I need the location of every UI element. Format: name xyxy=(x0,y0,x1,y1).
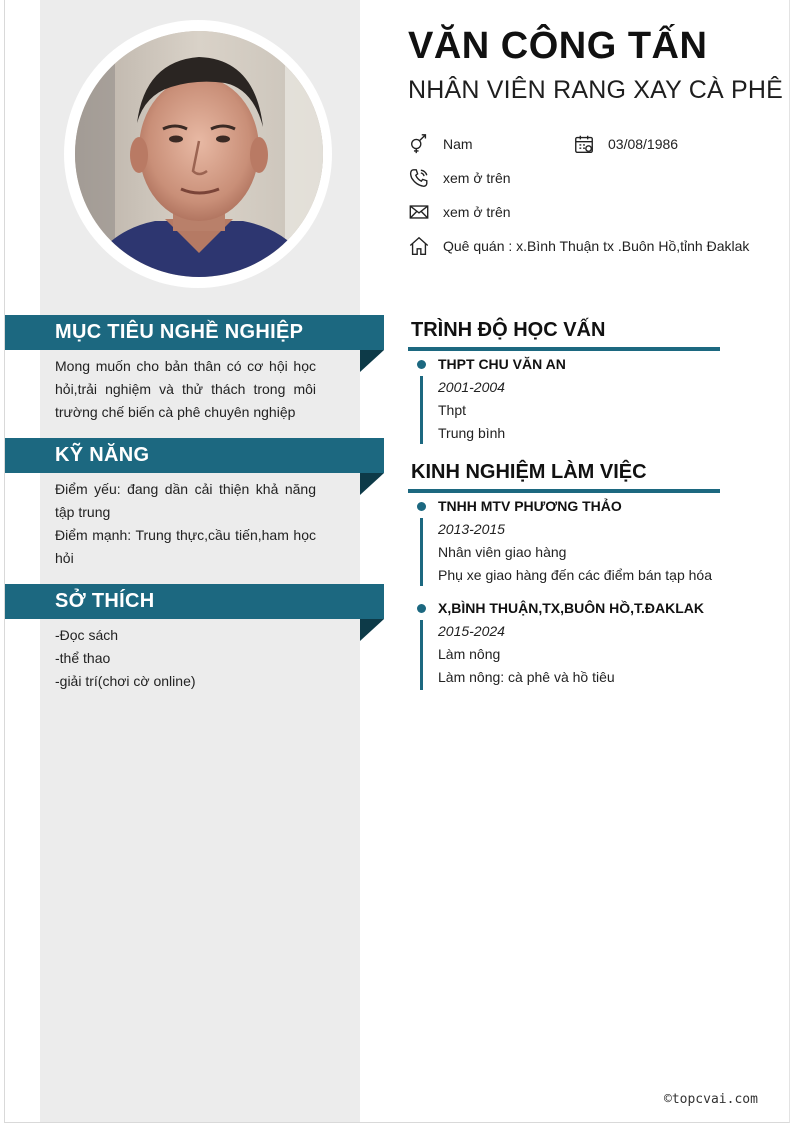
ribbon-fold-icon xyxy=(360,350,384,372)
hobby-item: -thể thao xyxy=(55,650,111,666)
experience-dates: 2013-2015 xyxy=(438,521,505,537)
timeline-dot xyxy=(417,502,426,511)
hobbies-header xyxy=(5,584,384,619)
experience-divider xyxy=(408,489,720,493)
skills-header xyxy=(5,438,384,473)
email-row xyxy=(408,201,511,223)
phone-row xyxy=(408,167,511,189)
skill-item: Điểm mạnh: Trung thực,cầu tiến,ham học hỏi xyxy=(55,527,316,566)
experience-entry xyxy=(438,495,712,587)
education-dates: 2001-2004 xyxy=(438,379,505,395)
phone-value: xem ở trên xyxy=(443,170,511,186)
education-divider xyxy=(408,347,720,351)
hobby-item: -giải trí(chơi cờ online) xyxy=(55,673,196,689)
education-grade: Trung bình xyxy=(438,425,506,441)
objective-title: MỤC TIÊU NGHỀ NGHIỆP xyxy=(55,321,304,343)
timeline-dot xyxy=(417,360,426,369)
experience-entry xyxy=(438,597,704,689)
candidate-name: VĂN CÔNG TẤN xyxy=(408,25,708,67)
experience-description: Phụ xe giao hàng đến các điểm bán tạp hóa xyxy=(438,567,712,583)
company-name: TNHH MTV PHƯƠNG THẢO xyxy=(438,498,622,514)
experience-position: Làm nông xyxy=(438,646,501,662)
phone-icon xyxy=(408,167,430,189)
gender-value: Nam xyxy=(443,136,473,152)
email-value: xem ở trên xyxy=(443,204,511,220)
skill-item: Điểm yếu: đang dần cải thiện khả năng tập trung xyxy=(55,481,316,520)
education-level: Thpt xyxy=(438,402,467,418)
experience-title: KINH NGHIỆM LÀM VIỆC xyxy=(411,461,647,483)
hobbies-list xyxy=(55,624,316,693)
experience-description: Làm nông: cà phê và hồ tiêu xyxy=(438,669,615,685)
objective-header xyxy=(5,315,384,350)
address-value: Quê quán : x.Bình Thuận tx .Buôn Hồ,tỉnh Đaklak xyxy=(443,238,750,254)
ribbon-fold-icon xyxy=(360,619,384,641)
envelope-icon xyxy=(408,201,430,223)
watermark: ©topcvai.com xyxy=(664,1092,758,1107)
home-icon xyxy=(408,235,430,257)
gender-icon xyxy=(408,133,430,155)
address-row xyxy=(408,235,749,257)
company-name: X,BÌNH THUẬN,TX,BUÔN HỒ,T.ĐAKLAK xyxy=(438,600,704,616)
calendar-icon xyxy=(573,133,595,155)
school-name: THPT CHU VĂN AN xyxy=(438,356,566,372)
job-title: NHÂN VIÊN RANG XAY CÀ PHÊ xyxy=(408,76,783,104)
objective-text: Mong muốn cho bản thân có cơ hội học hỏi,trải nghiệm và thử thách trong môi trường chế biến cà phê chuyên nghiệp xyxy=(55,358,316,420)
birthday-value: 03/08/1986 xyxy=(608,136,679,152)
timeline-line xyxy=(420,376,423,444)
experience-position: Nhân viên giao hàng xyxy=(438,544,567,560)
education-title: TRÌNH ĐỘ HỌC VẤN xyxy=(411,319,606,341)
gender-row xyxy=(408,133,473,155)
education-entry xyxy=(438,353,566,445)
timeline-line xyxy=(420,518,423,586)
experience-dates: 2015-2024 xyxy=(438,623,505,639)
timeline-dot xyxy=(417,604,426,613)
timeline-line xyxy=(420,620,423,690)
skills-list xyxy=(55,478,316,570)
portrait-photo xyxy=(75,31,323,277)
hobbies-title: SỞ THÍCH xyxy=(55,590,155,612)
birthday-row xyxy=(573,133,678,155)
skills-title: KỸ NĂNG xyxy=(55,444,150,466)
hobby-item: -Đọc sách xyxy=(55,627,119,643)
ribbon-fold-icon xyxy=(360,473,384,495)
avatar xyxy=(75,31,323,277)
